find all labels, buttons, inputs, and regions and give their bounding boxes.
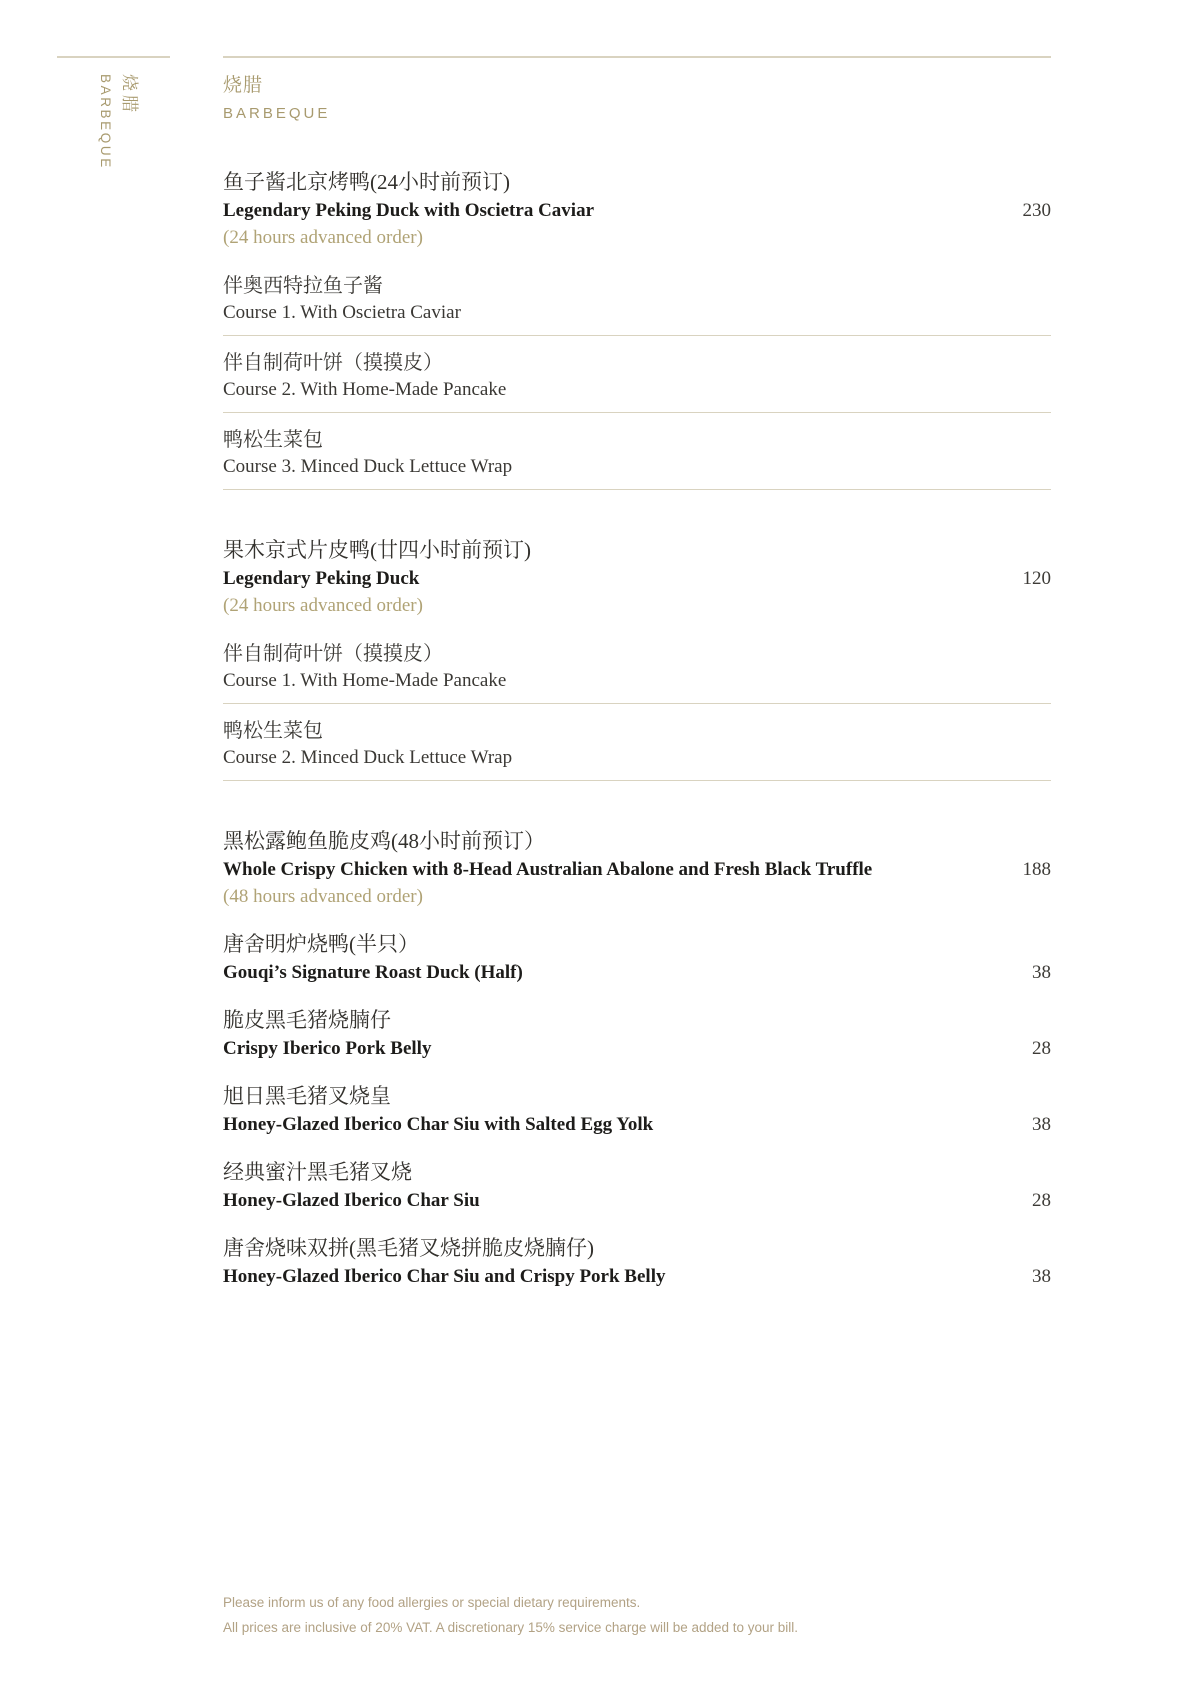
course-name-en: Course 2. Minced Duck Lettuce Wrap bbox=[223, 747, 513, 768]
item-price: 120 bbox=[1022, 568, 1051, 589]
item-name-en: Honey-Glazed Iberico Char Siu bbox=[223, 1190, 480, 1211]
menu-item bbox=[223, 1158, 1051, 1214]
item-name-cn: 脆皮黑毛猪烧腩仔 bbox=[223, 1008, 391, 1032]
item-name-en: Gouqi’s Signature Roast Duck (Half) bbox=[223, 962, 523, 983]
course-name-cn: 伴奥西特拉鱼子酱 bbox=[223, 275, 383, 297]
item-price: 188 bbox=[1022, 859, 1051, 880]
course-name-en: Course 1. With Home-Made Pancake bbox=[223, 670, 507, 691]
item-price: 230 bbox=[1022, 200, 1051, 221]
course-row bbox=[223, 426, 1051, 490]
course-name-en: Course 2. With Home-Made Pancake bbox=[223, 379, 507, 400]
section-title-cn: 烧腊 bbox=[223, 75, 264, 96]
item-name-cn: 唐舍明炉烧鸭(半只） bbox=[223, 932, 419, 956]
menu-item bbox=[223, 827, 1051, 910]
section-title-en: BARBEQUE bbox=[223, 105, 331, 122]
item-name-cn: 黑松露鲍鱼脆皮鸡(48小时前预订） bbox=[223, 829, 545, 853]
menu-item bbox=[223, 168, 1051, 490]
item-main-row bbox=[223, 197, 1051, 224]
menu-item bbox=[223, 536, 1051, 781]
course-name-cn: 伴自制荷叶饼（摸摸皮） bbox=[223, 643, 443, 665]
footer-notes bbox=[223, 1590, 798, 1640]
item-name-cn: 唐舍烧味双拼(黑毛猪叉烧拼脆皮烧腩仔) bbox=[223, 1236, 594, 1260]
item-main-row bbox=[223, 1187, 1051, 1214]
item-price: 28 bbox=[1032, 1190, 1051, 1211]
course-row bbox=[223, 272, 1051, 336]
sidebar-section-label bbox=[95, 74, 142, 170]
course-name-cn: 鸭松生菜包 bbox=[223, 720, 323, 742]
sidebar-section-label-en: BARBEQUE bbox=[98, 74, 113, 170]
course-row bbox=[223, 349, 1051, 413]
menu-item bbox=[223, 1082, 1051, 1138]
item-price: 28 bbox=[1032, 1038, 1051, 1059]
sidebar-divider-rule bbox=[57, 56, 170, 58]
item-advance-order-note: (24 hours advanced order) bbox=[223, 227, 423, 248]
course-name-en: Course 1. With Oscietra Caviar bbox=[223, 302, 461, 323]
item-price: 38 bbox=[1032, 1266, 1051, 1287]
item-main-row bbox=[223, 1263, 1051, 1290]
item-name-en: Legendary Peking Duck bbox=[223, 568, 420, 589]
item-name-en: Honey-Glazed Iberico Char Siu and Crispy Pork Belly bbox=[223, 1266, 666, 1287]
item-advance-order-note: (24 hours advanced order) bbox=[223, 595, 423, 616]
menu-item bbox=[223, 1234, 1051, 1290]
item-main-row bbox=[223, 1111, 1051, 1138]
course-list bbox=[223, 640, 1051, 781]
course-row bbox=[223, 717, 1051, 781]
item-main-row bbox=[223, 1035, 1051, 1062]
item-name-en: Honey-Glazed Iberico Char Siu with Salted Egg Yolk bbox=[223, 1114, 654, 1135]
menu-page bbox=[223, 56, 1051, 1290]
item-price: 38 bbox=[1032, 1114, 1051, 1135]
course-row bbox=[223, 640, 1051, 704]
item-price: 38 bbox=[1032, 962, 1051, 983]
item-name-cn: 鱼子酱北京烤鸭(24小时前预订) bbox=[223, 170, 510, 194]
item-name-en: Crispy Iberico Pork Belly bbox=[223, 1038, 432, 1059]
course-name-cn: 伴自制荷叶饼（摸摸皮） bbox=[223, 352, 443, 374]
menu-item bbox=[223, 930, 1051, 986]
item-main-row bbox=[223, 856, 1051, 883]
course-list bbox=[223, 272, 1051, 490]
item-name-en: Whole Crispy Chicken with 8-Head Australian Abalone and Fresh Black Truffle bbox=[223, 859, 873, 880]
item-main-row bbox=[223, 565, 1051, 592]
item-name-cn: 果木京式片皮鸭(廿四小时前预订) bbox=[223, 538, 531, 562]
footer-allergy-note: Please inform us of any food allergies or special dietary requirements. bbox=[223, 1595, 641, 1610]
menu-item bbox=[223, 1006, 1051, 1062]
footer-vat-note: All prices are inclusive of 20% VAT. A discretionary 15% service charge will be added to your bill. bbox=[223, 1620, 799, 1635]
item-name-en: Legendary Peking Duck with Oscietra Caviar bbox=[223, 200, 595, 221]
item-name-cn: 经典蜜汁黑毛猪叉烧 bbox=[223, 1160, 412, 1184]
menu-item-list bbox=[223, 168, 1051, 1290]
course-name-cn: 鸭松生菜包 bbox=[223, 429, 323, 451]
item-advance-order-note: (48 hours advanced order) bbox=[223, 886, 423, 907]
item-main-row bbox=[223, 959, 1051, 986]
section-header bbox=[223, 71, 1051, 125]
item-name-cn: 旭日黑毛猪叉烧皇 bbox=[223, 1084, 391, 1108]
sidebar-section-label-cn: 烧腊 bbox=[120, 74, 139, 116]
course-name-en: Course 3. Minced Duck Lettuce Wrap bbox=[223, 456, 513, 477]
header-divider-rule bbox=[223, 56, 1051, 58]
